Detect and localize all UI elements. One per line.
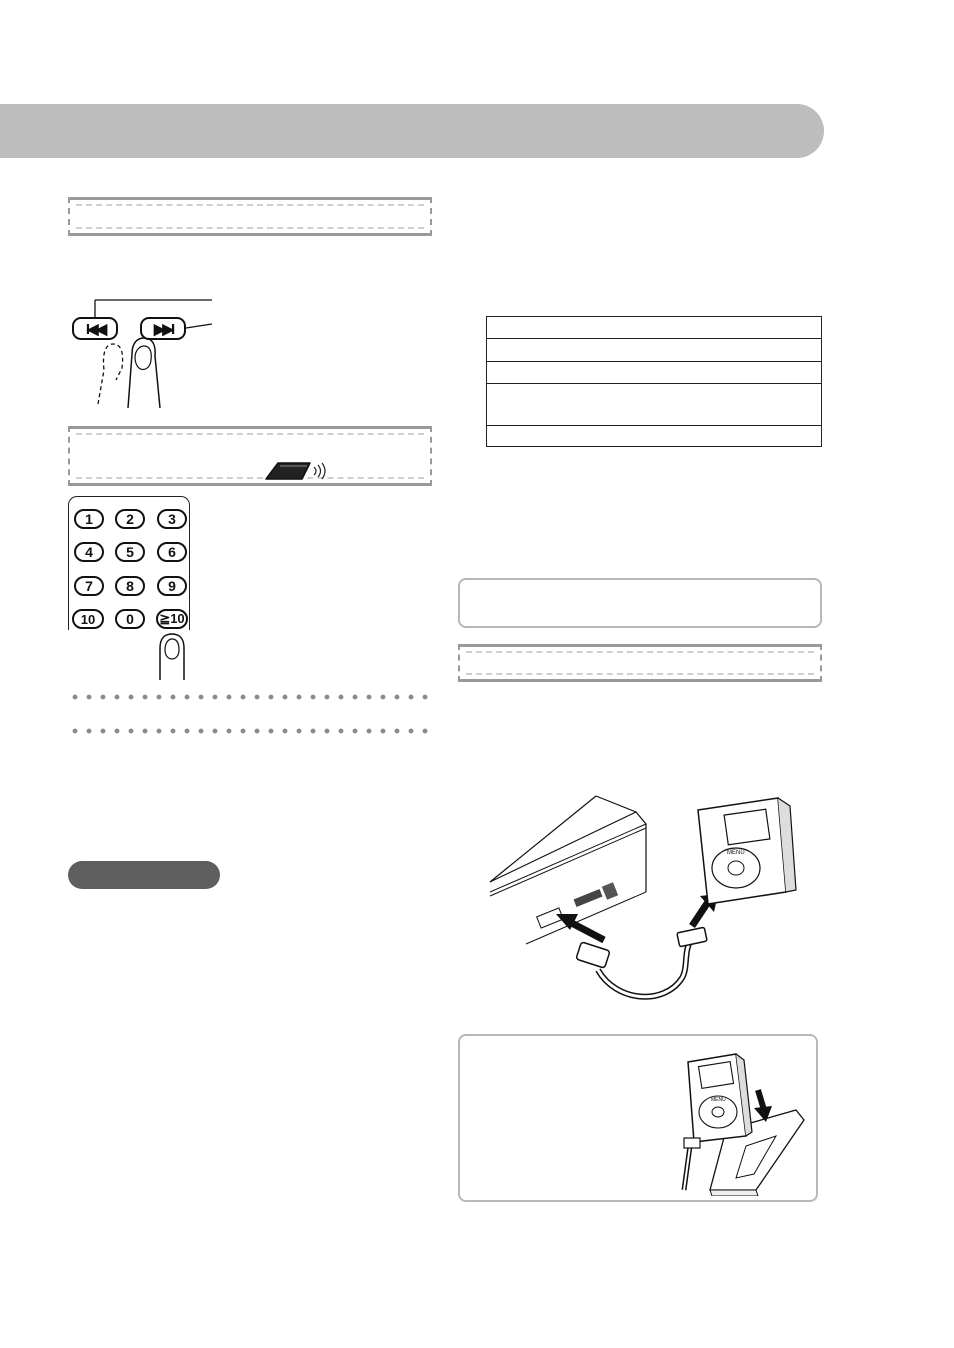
numeric-keypad bbox=[68, 496, 190, 630]
info-table bbox=[486, 316, 822, 447]
table-row bbox=[487, 426, 822, 447]
header-band bbox=[0, 104, 824, 158]
note-box bbox=[458, 578, 822, 628]
dotted-separator bbox=[68, 728, 432, 734]
key-9[interactable]: 9 bbox=[157, 576, 187, 596]
key-7[interactable]: 7 bbox=[74, 576, 104, 596]
previous-track-icon: I◀◀ bbox=[85, 320, 105, 338]
key-4[interactable]: 4 bbox=[74, 542, 104, 562]
finger-press-icon bbox=[150, 630, 200, 682]
key-1[interactable]: 1 bbox=[74, 509, 104, 529]
key-10[interactable]: 10 bbox=[72, 609, 104, 629]
key-6[interactable]: 6 bbox=[157, 542, 187, 562]
ipod-dock-illustration bbox=[666, 1050, 810, 1196]
table-row bbox=[487, 317, 822, 339]
table-row bbox=[487, 362, 822, 384]
table-row bbox=[487, 384, 822, 426]
remote-control-icon bbox=[262, 459, 332, 483]
key-5[interactable]: 5 bbox=[115, 542, 145, 562]
note-label-pill bbox=[68, 861, 220, 889]
skip-buttons-illustration bbox=[66, 292, 226, 410]
section-box-connect bbox=[458, 644, 822, 682]
device-menu-label: MENU bbox=[727, 850, 745, 856]
key-3[interactable]: 3 bbox=[157, 509, 187, 529]
key-plus10[interactable]: ≧10 bbox=[156, 609, 188, 629]
section-box-direct-select bbox=[68, 426, 432, 486]
dotted-separator bbox=[68, 694, 432, 700]
dock-device-menu-label: MENU bbox=[711, 1097, 726, 1103]
key-2[interactable]: 2 bbox=[115, 509, 145, 529]
next-track-button[interactable] bbox=[140, 317, 186, 340]
section-box-skip bbox=[68, 197, 432, 236]
table-row bbox=[487, 339, 822, 362]
previous-track-button[interactable] bbox=[72, 317, 118, 340]
key-0[interactable]: 0 bbox=[115, 609, 145, 629]
ipod-connection-illustration bbox=[486, 792, 822, 1010]
key-8[interactable]: 8 bbox=[115, 576, 145, 596]
next-track-icon: ▶▶I bbox=[153, 320, 173, 338]
